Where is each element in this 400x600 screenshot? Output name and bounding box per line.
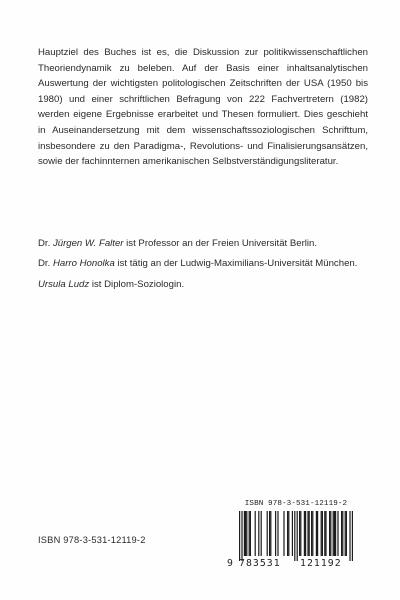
barcode-bar <box>244 511 245 556</box>
barcode-bar <box>287 511 288 556</box>
barcode-bar <box>245 511 246 556</box>
barcode-bar <box>277 511 278 556</box>
author-name: Jürgen W. Falter <box>52 238 124 249</box>
barcode-bar <box>267 511 268 556</box>
isbn-text: ISBN 978-3-531-12119-2 <box>38 535 146 545</box>
barcode-bar <box>255 511 256 556</box>
barcode-bar <box>269 511 270 556</box>
book-description: Hauptziel des Buches ist es, die Diskussion zur politikwissenschaftlichen Theoriendynamik zu beleben. Auf der Basis einer inhaltsanalytischen Auswertung der wichtigsten politologischen Zeitschriften der USA (1950 bis 1980) und einer schriftlichen Befragung von 222 Fachvertretern (1982) werden eigene Ergebnisse erarbeitet und Thesen formuliert. Dies geschieht in Auseinandersetzung mit dem wissenschaftssoziologischen Schrifttum, insbesondere zu den Paradigma-, Revolutions- und Finalisierungsansätzen, sowie der fachinnternen amerikanischen Selbstverständigungsliteratur. <box>38 47 368 168</box>
barcode-isbn-label: ISBN 978-3-531-12119-2 <box>244 500 348 508</box>
barcode-bar <box>330 511 331 556</box>
barcode-bar <box>345 511 346 556</box>
barcode-digits-left: 783531 <box>239 558 281 569</box>
author-note-honolka: Dr. Harro Honolka ist tätig an der Ludwig-Maximilians-Universität München. <box>38 258 358 270</box>
barcode-bar <box>333 511 334 556</box>
barcode-bar <box>325 511 326 556</box>
barcode-bar <box>250 511 251 556</box>
barcode-bar <box>335 511 336 556</box>
barcode-bar <box>334 511 335 556</box>
barcode-bar <box>305 511 306 556</box>
barcode-digit-lead: 9 <box>227 558 233 569</box>
barcode-bars <box>234 511 358 561</box>
barcode-digits-right: 121192 <box>300 558 342 569</box>
barcode-bar <box>241 511 242 561</box>
barcode-bar <box>317 511 318 556</box>
barcode-bar <box>292 511 293 556</box>
barcode-bar <box>321 511 322 556</box>
barcode-bar <box>261 511 262 556</box>
barcode-bar <box>349 511 350 561</box>
author-name: Ursula Ludz <box>38 278 90 290</box>
barcode-bar <box>307 511 308 556</box>
barcode-bar <box>294 511 295 561</box>
barcode-bar <box>239 511 240 561</box>
barcode-bar <box>258 511 259 556</box>
barcode-bar <box>249 511 250 556</box>
barcode-bar <box>341 511 342 556</box>
barcode-bar <box>288 511 289 556</box>
barcode-bar <box>346 511 347 556</box>
barcode-bar <box>297 511 298 561</box>
author-note-falter: Dr. Jürgen W. Falter ist Professor an der Freien Universität Berlin. <box>38 238 318 249</box>
author-note-ludz: Ursula Ludz ist Diplom-Soziologin. <box>38 278 185 290</box>
barcode-bar <box>299 511 300 556</box>
barcode-bar <box>246 511 247 556</box>
barcode-bar <box>300 511 301 556</box>
barcode-bar <box>342 511 343 556</box>
barcode-bar <box>309 511 310 556</box>
barcode-bar <box>311 511 312 556</box>
barcode-bar <box>352 511 353 561</box>
isbn-barcode <box>226 500 366 572</box>
author-name: Harro Honolka <box>52 258 115 270</box>
barcode-bar <box>270 511 271 556</box>
barcode-bar <box>324 511 325 556</box>
barcode-bar <box>312 511 313 556</box>
barcode-bar <box>275 511 276 556</box>
barcode-bar <box>316 511 317 556</box>
author-notes <box>38 236 368 297</box>
barcode-bar <box>337 511 338 556</box>
barcode-bar <box>329 511 330 556</box>
barcode-bar <box>322 511 323 556</box>
barcode-bar <box>304 511 305 556</box>
barcode-bar <box>283 511 284 556</box>
